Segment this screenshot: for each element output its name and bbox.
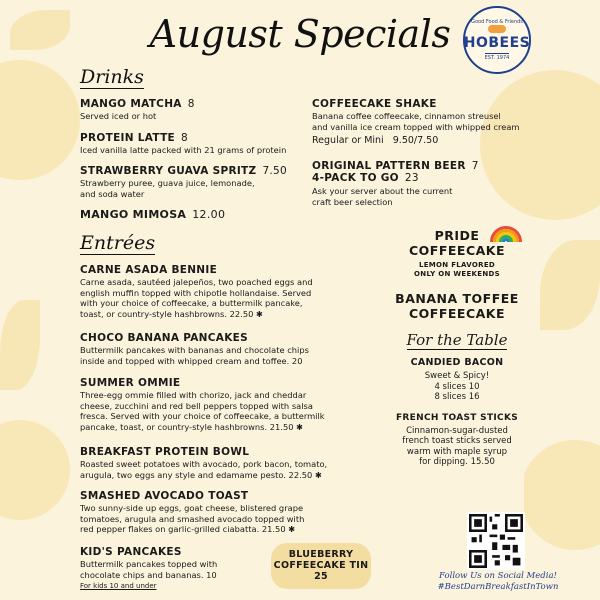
bg-decoration <box>520 440 600 550</box>
leaf-decoration <box>540 240 600 330</box>
coffeecake-panel <box>390 222 524 522</box>
logo-name: HOBEES <box>463 35 531 51</box>
qr-code-icon[interactable] <box>467 512 525 570</box>
candied-bacon-name: CANDIED BACON <box>410 357 504 368</box>
leaf-decoration <box>0 300 40 390</box>
drink-item: PROTEIN LATTE 8 Iced vanilla latte packed with 21 grams of protein <box>80 132 287 155</box>
rainbow-icon <box>490 226 522 242</box>
bg-decoration <box>0 420 70 520</box>
logo-tagline: Good Food & Friends <box>471 19 523 25</box>
entrees-heading: Entrées <box>80 232 156 254</box>
banana-toffee-title: BANANA TOFFEE COFFEECAKE <box>395 291 519 321</box>
french-toast-desc: Cinnamon-sugar-dusted french toast sticks served warm with maple syrup for dipping. 15.50 <box>402 425 512 467</box>
sun-icon <box>488 25 506 33</box>
bg-decoration <box>0 60 80 180</box>
page-title: August Specials <box>149 12 451 56</box>
logo-established: EST. 1974 <box>484 55 510 61</box>
candied-bacon-desc: Sweet & Spicy! 4 slices 10 8 slices 16 <box>424 371 490 402</box>
entree-item: BREAKFAST PROTEIN BOWL Roasted sweet potatoes with avocado, pork bacon, tomato, arugula, two eggs any style and edamame pesto. 22.50 ✱ <box>80 446 328 480</box>
entree-item: SMASHED AVOCADO TOAST Two sunny-side up eggs, goat cheese, blistered grape tomatoes, arugula and smashed avocado topped with red pepper flakes on garlic-grilled ciabatta. 21.50 ✱ <box>80 490 305 534</box>
for-the-table-heading: For the Table <box>406 331 508 349</box>
pride-coffeecake-subtitle: LEMON FLAVORED ONLY ON WEEKENDS <box>414 261 500 278</box>
drinks-heading: Drinks <box>80 66 144 88</box>
drink-item: STRAWBERRY GUAVA SPRITZ 7.50 Strawberry puree, guava juice, lemonade, and soda water <box>80 165 288 199</box>
pattern-beer: ORIGINAL PATTERN BEER 7 4-PACK TO GO 23 Ask your server about the current craft beer selection <box>312 160 479 207</box>
entree-item: CARNE ASADA BENNIE Carne asada, sautéed jalepeños, two poached eggs and english muffin topped with chipotle hollandaise. Served with your choice of coffeecake, a buttermilk pancake, toast, or country-style hashbrowns. 22.50 ✱ <box>80 264 313 319</box>
pride-coffeecake-title: PRIDE COFFEECAKE <box>408 228 506 258</box>
entree-item: SUMMER OMMIE Three-egg ommie filled with chorizo, jack and cheddar cheese, zucchini and red bell peppers topped with salsa fresca. Served with your choice of coffeecake, a buttermilk pancake, toast, or country-style hashbrowns. 21.50 ✱ <box>80 377 325 432</box>
drink-item: MANGO MIMOSA 12.00 <box>80 208 226 221</box>
social-follow: Follow Us on Social Media! #BestDarnBreakfastInTown <box>437 571 559 592</box>
blueberry-tin-badge: BLUEBERRY COFFEECAKE TIN 25 <box>271 543 371 589</box>
drink-item: MANGO MATCHA 8 Served iced or hot <box>80 98 195 121</box>
entree-item: KID'S PANCAKES Buttermilk pancakes topped with chocolate chips and bananas. 10 For kids 10 and under <box>80 546 218 590</box>
hobees-logo <box>463 6 531 74</box>
coffeecake-shake: COFFEECAKE SHAKE Banana coffee coffeecake, cinnamon streusel and vanilla ice cream topped with whipped cream Regular or Mini 9.50/7.50 <box>312 98 520 146</box>
entree-item: CHOCO BANANA PANCAKES Buttermilk pancakes with bananas and chocolate chips inside and topped with whipped cream and toffee. 20 <box>80 332 309 366</box>
french-toast-name: FRENCH TOAST STICKS <box>395 412 519 423</box>
